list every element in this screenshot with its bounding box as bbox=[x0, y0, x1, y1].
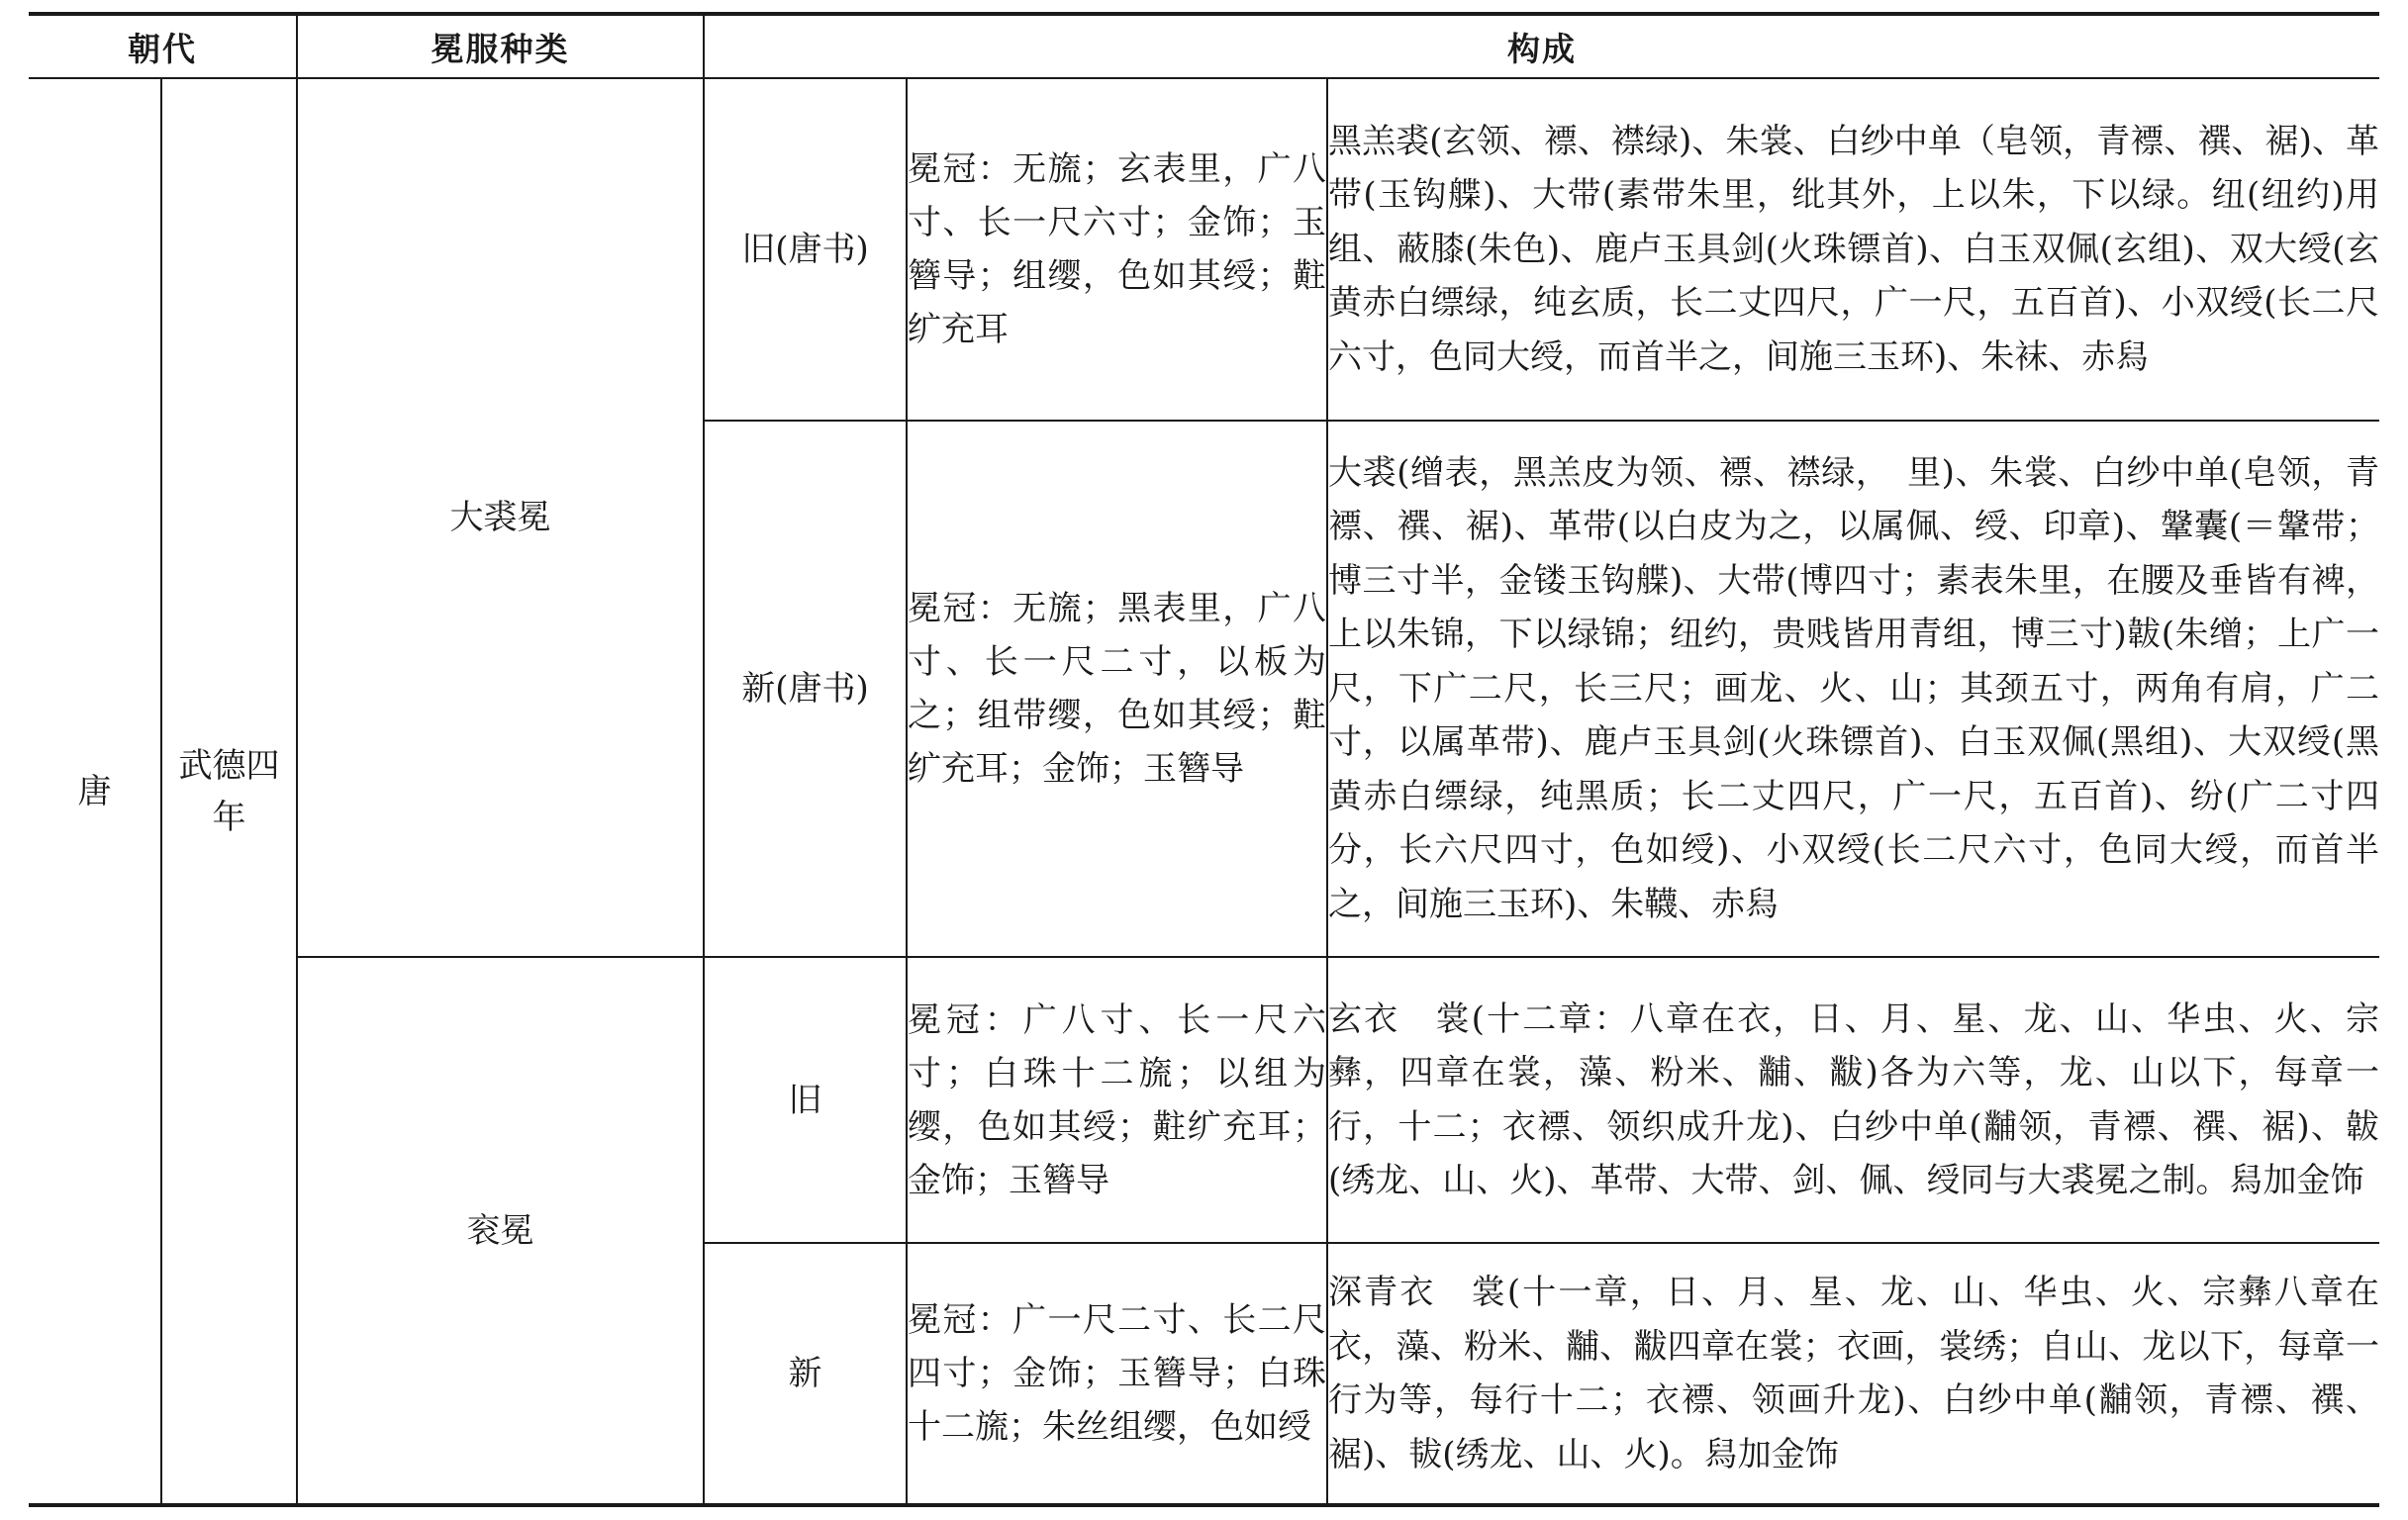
dynasty-cell: 唐 bbox=[29, 78, 161, 1505]
version-cell: 旧 bbox=[704, 957, 907, 1243]
header-type: 冕服种类 bbox=[297, 14, 704, 78]
crown-cell: 冕冠：广一尺二寸、长二尺四寸；金饰；玉簪导；白珠十二旒；朱丝组缨，色如绶 bbox=[907, 1243, 1327, 1505]
table-row bbox=[29, 78, 2379, 421]
table-row bbox=[29, 957, 2379, 1243]
garment-cell: 大裘(缯表，黑羔皮为领、褾、襟绿， 里)、朱裳、白纱中单(皂领，青褾、襈、裾)、革带(以白皮为之，以属佩、绶、印章)、鞶囊(＝鞶带；博三寸半，金镂玉钩艓)、大带(博四寸；素表朱里，在腰及垂皆有裨，上以朱锦，下以绿锦；纽约，贵贱皆用青组，博三寸)韍(朱缯；上广一尺，下广二尺，长三尺；画龙、火、山；其颈五寸，两角有肩，广二寸，以属革带)、鹿卢玉具剑(火珠镖首)、白玉双佩(黑组)、大双绶(黑黄赤白缥绿，纯黑质；长二丈四尺，广一尺，五百首)、纷(广二寸四分，长六尺四寸，色如绶)、小双绶(长二尺六寸，色同大绶，而首半之，间施三玉环)、朱韈、赤舄 bbox=[1327, 421, 2379, 957]
type-cell: 衮冕 bbox=[297, 957, 704, 1505]
header-dynasty: 朝代 bbox=[29, 14, 297, 78]
crown-cell: 冕冠：无旒；黑表里，广八寸、长一尺二寸，以板为之；组带缨，色如其绶；黈纩充耳；金饰；玉簪导 bbox=[907, 421, 1327, 957]
crown-cell: 冕冠：无旒；玄表里，广八寸、长一尺六寸；金饰；玉簪导；组缨，色如其绶；黈纩充耳 bbox=[907, 78, 1327, 421]
header-row bbox=[29, 14, 2379, 78]
reign-cell: 武德四年 bbox=[161, 78, 297, 1505]
garment-cell: 玄衣 裳(十二章：八章在衣，日、月、星、龙、山、华虫、火、宗彝，四章在裳，藻、粉米、黼、黻)各为六等，龙、山以下，每章一行，十二；衣褾、领织成升龙)、白纱中单(黼领，青褾、襈、裾)、韍(绣龙、山、火)、革带、大带、剑、佩、绶同与大裘冕之制。舄加金饰 bbox=[1327, 957, 2379, 1243]
crown-cell: 冕冠：广八寸、长一尺六寸；白珠十二旒；以组为缨，色如其绶；黈纩充耳；金饰；玉簪导 bbox=[907, 957, 1327, 1243]
type-cell: 大裘冕 bbox=[297, 78, 704, 957]
version-cell: 旧(唐书) bbox=[704, 78, 907, 421]
header-composition: 构成 bbox=[704, 14, 2379, 78]
version-cell: 新 bbox=[704, 1243, 907, 1505]
table-body bbox=[29, 78, 2379, 1505]
table-header bbox=[29, 14, 2379, 78]
mianfu-table bbox=[29, 12, 2379, 1507]
version-cell: 新(唐书) bbox=[704, 421, 907, 957]
garment-cell: 深青衣 裳(十一章，日、月、星、龙、山、华虫、火、宗彝八章在衣，藻、粉米、黼、黻四章在裳；衣画，裳绣；自山、龙以下，每章一行为等，每行十二；衣褾、领画升龙)、白纱中单(黼领，青褾、襈、裾)、韨(绣龙、山、火)。舄加金饰 bbox=[1327, 1243, 2379, 1505]
garment-cell: 黑羔裘(玄领、褾、襟绿)、朱裳、白纱中单（皂领，青褾、襈、裾)、革带(玉钩艓)、大带(素带朱里，纰其外，上以朱，下以绿。纽(纽约)用组、蔽膝(朱色)、鹿卢玉具剑(火珠镖首)、白玉双佩(玄组)、双大绶(玄黄赤白缥绿，纯玄质，长二丈四尺，广一尺，五百首)、小双绶(长二尺六寸，色同大绶，而首半之，间施三玉环)、朱袜、赤舄 bbox=[1327, 78, 2379, 421]
